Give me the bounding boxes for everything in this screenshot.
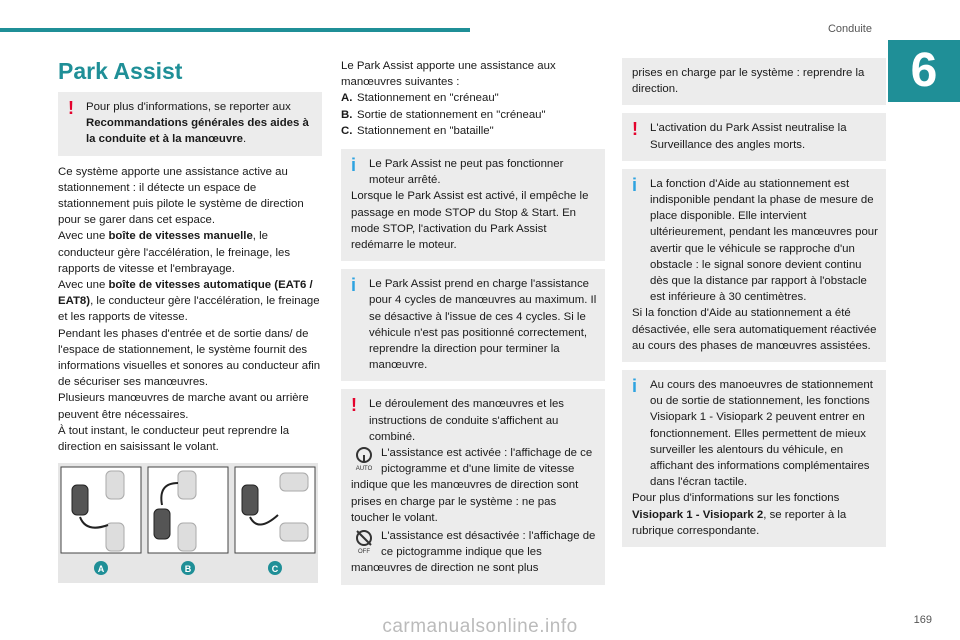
warning-box: ! L'activation du Park Assist neutralise la Surveillance des angles morts. [622, 113, 886, 160]
info-icon: i [632, 174, 638, 195]
paragraph: Pendant les phases d'entrée et de sortie dans/ de l'espace de stationnement, le système fournit des informations visuelles et sonores au conducteur afin de sécuriser ses manœuvres. [58, 327, 321, 389]
page-title: Park Assist [58, 58, 183, 84]
paragraph: Le Park Assist apporte une assistance aux manœuvres suivantes : [341, 60, 556, 89]
column-3 [622, 58, 886, 555]
paragraph: Avec une boîte de vitesses automatique (EAT6 / EAT8), le conducteur gère l'accélération, le freinage et les rapports de vitesse. [58, 279, 320, 324]
paragraph: Plusieurs manœuvres de marche avant ou arrière peuvent être nécessaires. [58, 392, 309, 421]
figure-label-a: A [97, 564, 105, 575]
warning-icon: ! [68, 98, 74, 118]
warning-box: ! Le déroulement des manœuvres et les instructions de conduite s'affichent au combiné. AUTO L'assistance est activée : l'affichage de ce pictogramme et d'une limite de vitesse indique que les manœuvres de direction sont prises en charge par le système : ne pas toucher le volant. OFF L'assistance est désactivée : l'affichage de ce pictogramme indique que les manœuvres de direction ne sont plus [341, 389, 605, 584]
auto-label: AUTO [355, 466, 373, 472]
paragraph: Avec une boîte de vitesses manuelle, le conducteur gère l'accélération, le freinage, les rapports de vitesse et l'embrayage. [58, 230, 291, 275]
column-2 [341, 58, 605, 593]
list-item: C. Stationnement en "bataille" [341, 124, 494, 137]
steering-auto-icon [351, 445, 377, 471]
warning-icon: ! [351, 395, 357, 416]
watermark: carmanualsonline.info [382, 616, 578, 637]
info-icon: i [351, 275, 357, 296]
figure-label-c: C [271, 564, 279, 575]
list-item: A. Stationnement en "créneau" [341, 92, 499, 105]
paragraph: Ce système apporte une assistance active au stationnement : il détecte un espace de stationnement puis pilote le système de direction pour se garer dans cet espace. [58, 165, 304, 227]
figure-label-b: B [184, 564, 192, 575]
info-box: i Le Park Assist prend en charge l'assistance pour 4 cycles de manœuvres au maximum. Il se désactive à l'issue de ces 4 cycles. Si le véhicule n'est pas positionné correctement, reprendre la direction pour terminer la manœuvre. [341, 269, 605, 381]
column-1 [58, 58, 322, 583]
info-box: i Le Park Assist ne peut pas fonctionner moteur arrêté. Lorsque le Park Assist est activé, il empêche le passage en mode STOP du Stop & Start. En mode STOP, l'activation du Park Assist redémarre le moteur. [341, 149, 605, 261]
info-box: i La fonction d'Aide au stationnement est indisponible pendant la phase de mesure de place disponible. Elle intervient ultérieurement, pendant les manœuvres pour avertir que le véhicule se rapproche d'un obstacle : le signal sonore devient continu dès que la distance par rapport à l'obstacle est inférieure à 30 centimètres. Si la fonction d'Aide au stationnement a été désactivée, elle sera automatiquement réactivée au cours des phases de manœuvres assistées. [622, 169, 886, 362]
chapter-tab: 6 [888, 40, 960, 102]
paragraph: À tout instant, le conducteur peut reprendre la direction en saisissant le volant. [58, 424, 290, 454]
steering-off-icon [351, 528, 377, 554]
header-rule [0, 28, 470, 32]
page-number: 169 [913, 614, 932, 626]
section-title: Conduite [827, 23, 872, 35]
off-label: OFF [358, 549, 370, 555]
warning-box-continued: prises en charge par le système : reprendre la direction. [622, 58, 886, 105]
warning-box: ! Pour plus d'informations, se reporter aux Recommandations générales des aides à la conduite et à la manœuvre. [58, 92, 322, 156]
info-box: i Au cours des manoeuvres de stationnement ou de sortie de stationnement, les fonctions Visiopark 1 - Visiopark 2 peuvent entrer en fonctionnement. Elles permettent de mieux surveiller les alentours du véhicule, en affichant des informations complémentaires dans l'écran tactile. Pour plus d'informations sur les fonctions Visiopark 1 - Visiopark 2, se reporter à la rubrique correspondante. [622, 370, 886, 547]
warning-icon: ! [632, 119, 638, 140]
info-icon: i [351, 155, 357, 176]
parking-illustration [58, 463, 318, 583]
info-icon: i [632, 376, 638, 397]
list-item: B. Sortie de stationnement en "créneau" [341, 108, 546, 121]
